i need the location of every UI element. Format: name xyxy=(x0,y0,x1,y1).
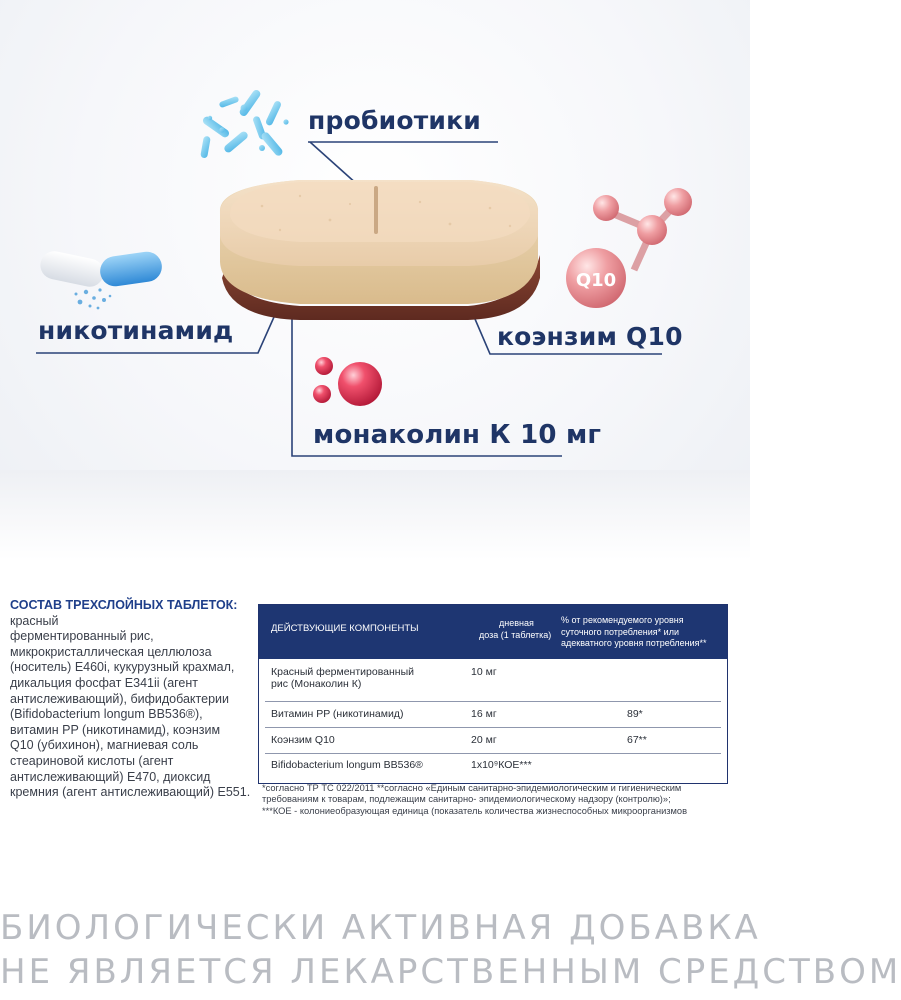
tablet-illustration xyxy=(220,180,540,320)
composition-line: витамин PP (никотинамид), коэнзим xyxy=(10,722,221,737)
composition-line: стеариновой кислоты (агент xyxy=(10,753,174,768)
composition-line: антислеживающий) Е470, диоксид xyxy=(10,769,211,784)
cell-dose: 20 мг xyxy=(471,734,497,746)
composition-text xyxy=(10,598,260,801)
header-pct-line: % от рекомендуемого уровня xyxy=(561,615,684,625)
cell-component: Коэнзим Q10 xyxy=(271,734,335,746)
table-footnotes xyxy=(262,783,732,817)
label-nicotinamide: никотинамид xyxy=(38,316,234,345)
components-table xyxy=(258,604,728,784)
composition-line: ферментированный рис, xyxy=(10,629,154,644)
infographic-illustration xyxy=(0,0,750,560)
composition-line: Q10 (убихинон), магниевая соль xyxy=(10,738,199,753)
header-dose-line: дневная xyxy=(499,618,534,628)
composition-line: красный xyxy=(10,613,59,628)
disclaimer-line: НЕ ЯВЛЯЕТСЯ ЛЕКАРСТВЕННЫМ СРЕДСТВОМ xyxy=(0,952,901,992)
header-percent xyxy=(561,615,707,650)
cell-component: Bifidobacterium longum BB536® xyxy=(271,759,423,771)
composition-line: (Bifidobacterium longum BB536®), xyxy=(10,707,203,722)
cell-dose: 10 мг xyxy=(471,666,497,678)
molecule-q10-icon xyxy=(566,188,692,308)
composition-line: дикальция фосфат Е341ii (агент xyxy=(10,675,199,690)
table-row xyxy=(265,727,721,754)
disclaimer-line: БИОЛОГИЧЕСКИ АКТИВНАЯ ДОБАВКА xyxy=(0,908,761,948)
header-pct-line: адекватного уровня потребления** xyxy=(561,638,707,648)
cell-percent: 67** xyxy=(627,734,647,746)
header-daily-dose xyxy=(479,618,551,641)
header-pct-line: суточного потребления* или xyxy=(561,626,679,637)
footnote-line: ***КОЕ - колониеобразующая единица (показатель количества жизнеспособных микроорганизмов xyxy=(262,805,688,816)
bacteria-icon xyxy=(200,88,288,158)
footnote-line: *согласно ТР ТС 022/2011 **согласно «Единым санитарно-эпидемиологическим и гигиеническим xyxy=(262,783,682,793)
label-probiotics: пробиотики xyxy=(308,106,481,135)
footnote-line: требованиям к товарам, подлежащим санитарно- эпидемиологическому надзору (контролю)»; xyxy=(262,794,671,805)
monacolin-spheres-icon xyxy=(313,357,382,406)
cell-component-line: рис (Монаколин К) xyxy=(271,678,362,690)
label-coenzyme-q10: коэнзим Q10 xyxy=(497,322,683,351)
table-row xyxy=(265,661,721,702)
capsule-icon xyxy=(38,249,164,310)
table-row xyxy=(265,701,721,728)
cell-percent: 89* xyxy=(627,708,643,720)
table-header xyxy=(259,605,727,659)
composition-line: микрокристаллическая целлюлоза xyxy=(10,644,212,659)
cell-dose: 1x10⁹КОЕ*** xyxy=(471,759,532,771)
header-dose-line: доза (1 таблетка) xyxy=(479,629,552,640)
cell-component-line: Красный ферментированный xyxy=(271,666,415,678)
label-monacolin: монаколин К 10 мг xyxy=(313,420,602,450)
header-components: ДЕЙСТВУЮЩИЕ КОМПОНЕНТЫ xyxy=(271,623,419,634)
cell-dose: 16 мг xyxy=(471,708,497,720)
composition-line: (носитель) Е460i, кукурузный крахмал, xyxy=(10,660,235,675)
cell-component: Витамин PP (никотинамид) xyxy=(271,708,404,720)
composition-line: кремния (агент антислеживающий) Е551. xyxy=(10,785,251,800)
disclaimer xyxy=(0,906,901,994)
table-row xyxy=(265,753,721,779)
q10-badge-text: Q10 xyxy=(575,270,617,291)
composition-heading: СОСТАВ ТРЕХСЛОЙНЫХ ТАБЛЕТОК: xyxy=(10,598,238,612)
cell-component xyxy=(271,666,414,690)
composition-line: антислеживающий), бифидобактерии xyxy=(10,691,229,706)
